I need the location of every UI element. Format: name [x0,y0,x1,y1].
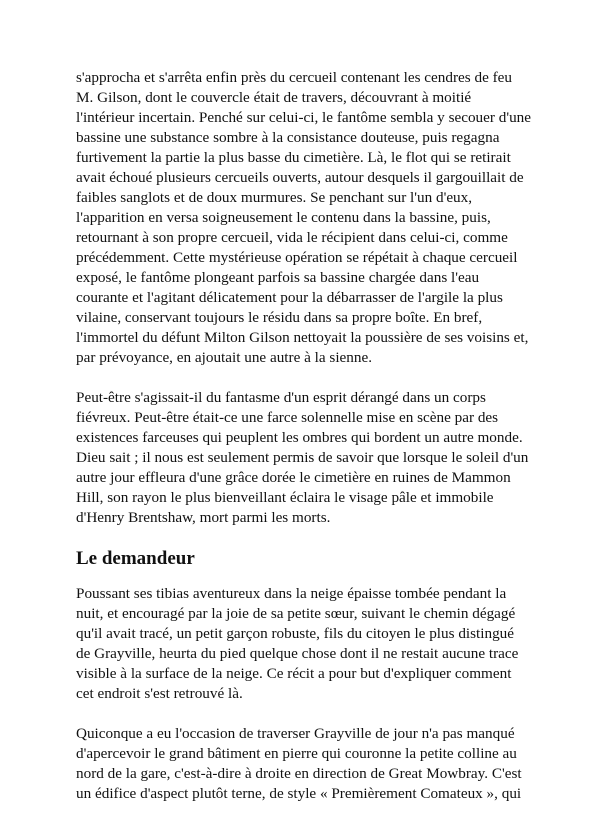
document-page [76,68,532,824]
section-heading: Le demandeur [76,548,195,569]
paragraph-snow-boy: Poussant ses tibias aventureux dans la neige épaisse tombée pendant la nuit, et encouragé par la joie de sa petite sœur, suivant le chemin dégagé qu'il avait tracé, un petit garçon robuste, fils du citoyen le plus distingué de Grayville, heurta du pied quelque chose dont il ne restait aucune trace visible à la surface de la neige. Ce récit a pour but d'expliquer comment cet endroit s'est retrouvé là. [76,585,519,702]
paragraph-grayville-building: Quiconque a eu l'occasion de traverser Grayville de jour n'a pas manqué d'apercevoir le grand bâtiment en pierre qui couronne la petite colline au nord de la gare, c'est-à-dire à droite en direction de Great Mowbray. C'est un édifice d'aspect plutôt terne, de style « Premièrement Comateux », qui [76,725,522,802]
paragraph-fevered-mind: Peut-être s'agissait-il du fantasme d'un esprit dérangé dans un corps fiévreux. Peut-être était-ce une farce solennelle mise en scène par des existences farceuses qui peuplent les ombres qui bordent un autre monde. Dieu sait ; il nous est seulement permis de savoir que lorsque le soleil d'un autre jour effleura d'une grâce dorée le cimetière en ruines de Mammon Hill, son rayon le plus bienveillant éclaira le visage pâle et immobile d'Henry Brentshaw, mort parmi les morts. [76,389,529,526]
paragraph-cemetery-ghost: s'approcha et s'arrêta enfin près du cercueil contenant les cendres de feu M. Gilson, dont le couvercle était de travers, découvrant à moitié l'intérieur incertain. Penché sur celui-ci, le fantôme sembla y secouer d'une bassine une substance sombre à la consistance douteuse, puis regagna furtivement la partie la plus basse du cimetière. Là, le flot qui se retirait avait échoué plusieurs cercueils ouverts, autour desquels il gargouillait de faibles sanglots et de doux murmures. Se penchant sur l'un d'eux, l'apparition en versa soigneusement le contenu dans la bassine, puis, retournant à son propre cercueil, vida le récipient dans celui-ci, comme précédemment. Cette mystérieuse opération se répétait à chaque cercueil exposé, le fantôme plongeant parfois sa bassine chargée dans l'eau courante et l'agitant délicatement pour la débarrasser de l'argile la plus vilaine, conservant toujours le résidu dans sa propre boîte. En bref, l'immortel du défunt Milton Gilson nettoyait la poussière de ses voisins et, par prévoyance, en ajoutait une autre à la sienne. [76,69,532,366]
